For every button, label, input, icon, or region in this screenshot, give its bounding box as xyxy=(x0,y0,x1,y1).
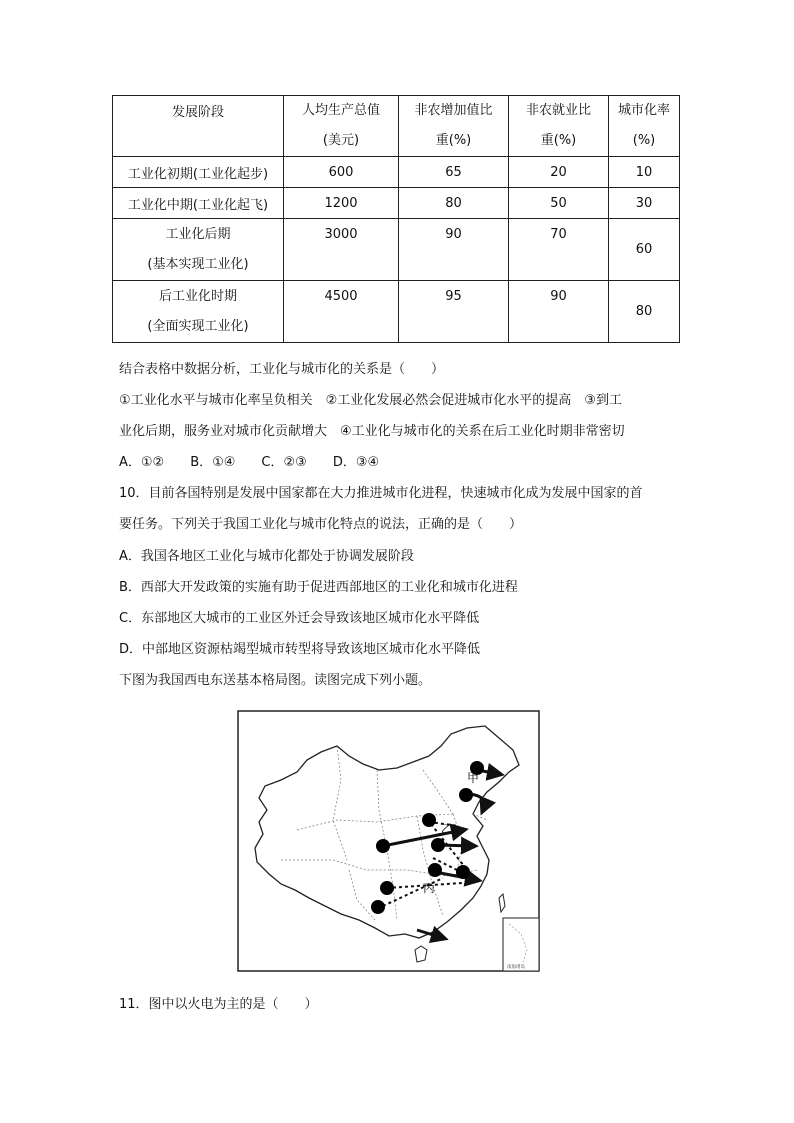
station-dot xyxy=(431,838,445,852)
cell-urbanization: 60 xyxy=(609,219,680,281)
cell-stage xyxy=(113,219,284,281)
cell-gdp: 3000 xyxy=(284,219,399,281)
header-gdp-line2: (美元) xyxy=(322,133,360,148)
q9-choices: A．①② B．①④ C．②③ D．③④ xyxy=(119,455,380,470)
q11-stem: 11．图中以火电为主的是（ ） xyxy=(119,997,318,1012)
header-nonagri-employment-line2: 重(%) xyxy=(540,133,577,148)
station-dot xyxy=(380,881,394,895)
station-dot xyxy=(371,900,385,914)
header-nonagri-value xyxy=(399,96,509,157)
station-dot xyxy=(422,813,436,827)
cell-nonagri-value: 65 xyxy=(399,157,509,188)
label-bing: 丙 xyxy=(423,881,436,895)
cell-gdp: 1200 xyxy=(284,188,399,219)
cell-gdp: 4500 xyxy=(284,281,399,343)
header-stage-text: 发展阶段 xyxy=(171,105,224,120)
header-gdp-line1: 人均生产总值 xyxy=(301,103,380,118)
cell-stage xyxy=(113,281,284,343)
cell-nonagri-employment: 90 xyxy=(509,281,609,343)
header-nonagri-employment xyxy=(509,96,609,157)
cell-nonagri-employment: 20 xyxy=(509,157,609,188)
cell-urbanization: 10 xyxy=(609,157,680,188)
table-row xyxy=(113,157,680,188)
table-row xyxy=(113,188,680,219)
header-urbanization-line1: 城市化率 xyxy=(617,103,670,118)
cell-stage-line1: 后工业化时期 xyxy=(158,288,237,304)
q9-options-line1: ①工业化水平与城市化率呈负相关 ②工业化发展必然会促进城市化水平的提高 ③到工 xyxy=(119,393,622,408)
station-dot xyxy=(456,865,470,879)
data-table xyxy=(112,95,680,343)
q10-option-c: C．东部地区大城市的工业区外迁会导致该地区城市化水平降低 xyxy=(119,611,480,626)
label-jia: 甲 xyxy=(467,771,480,785)
cell-gdp: 600 xyxy=(284,157,399,188)
inset-caption: 南海诸岛 xyxy=(507,965,525,970)
q9-stem: 结合表格中数据分析，工业化与城市化的关系是（ ） xyxy=(119,362,445,377)
cell-nonagri-value: 90 xyxy=(399,219,509,281)
cell-stage-line2: (全面实现工业化) xyxy=(147,318,249,334)
q10-stem-line2: 要任务。下列关于我国工业化与城市化特点的说法，正确的是（ ） xyxy=(119,517,523,532)
header-stage xyxy=(113,96,284,157)
cell-nonagri-employment: 70 xyxy=(509,219,609,281)
cell-stage: 工业化中期(工业化起飞) xyxy=(113,188,284,219)
cell-stage-line1: 工业化后期 xyxy=(165,226,231,242)
q10-option-b: B．西部大开发政策的实施有助于促进西部地区的工业化和城市化进程 xyxy=(119,580,518,595)
label-yi: 乙 xyxy=(441,822,454,836)
header-gdp xyxy=(284,96,399,157)
header-urbanization-line2: (%) xyxy=(632,133,656,148)
table-row xyxy=(113,281,680,343)
station-dot xyxy=(459,788,473,802)
q10-option-d: D．中部地区资源枯竭型城市转型将导致该地区城市化水平降低 xyxy=(119,642,481,657)
cell-stage: 工业化初期(工业化起步) xyxy=(113,157,284,188)
q10-stem-line1: 10．目前各国特别是发展中国家都在大力推进城市化进程，快速城市化成为发展中国家的首 xyxy=(119,486,643,501)
station-dot xyxy=(428,863,442,877)
header-nonagri-value-line2: 重(%) xyxy=(435,133,472,148)
q9-options-line2: 业化后期，服务业对城市化贡献增大 ④工业化与城市化的关系在后工业化时期非常密切 xyxy=(119,424,625,439)
china-power-map xyxy=(237,710,540,972)
cell-urbanization: 80 xyxy=(609,281,680,343)
south-china-sea-inset xyxy=(503,918,539,971)
header-nonagri-value-line1: 非农增加值比 xyxy=(414,103,493,118)
header-urbanization xyxy=(609,96,680,157)
table-row xyxy=(113,219,680,281)
cell-stage-line2: (基本实现工业化) xyxy=(147,256,249,272)
table-header-row xyxy=(113,96,680,157)
cell-nonagri-value: 95 xyxy=(399,281,509,343)
header-nonagri-employment-line1: 非农就业比 xyxy=(525,103,591,118)
inset-frame xyxy=(503,918,539,971)
map-frame xyxy=(238,711,539,971)
cell-nonagri-value: 80 xyxy=(399,188,509,219)
station-dot xyxy=(376,839,390,853)
cell-nonagri-employment: 50 xyxy=(509,188,609,219)
q10-option-a: A．我国各地区工业化与城市化都处于协调发展阶段 xyxy=(119,549,414,564)
map-intro: 下图为我国西电东送基本格局图。读图完成下列小题。 xyxy=(119,673,432,688)
cell-urbanization: 30 xyxy=(609,188,680,219)
